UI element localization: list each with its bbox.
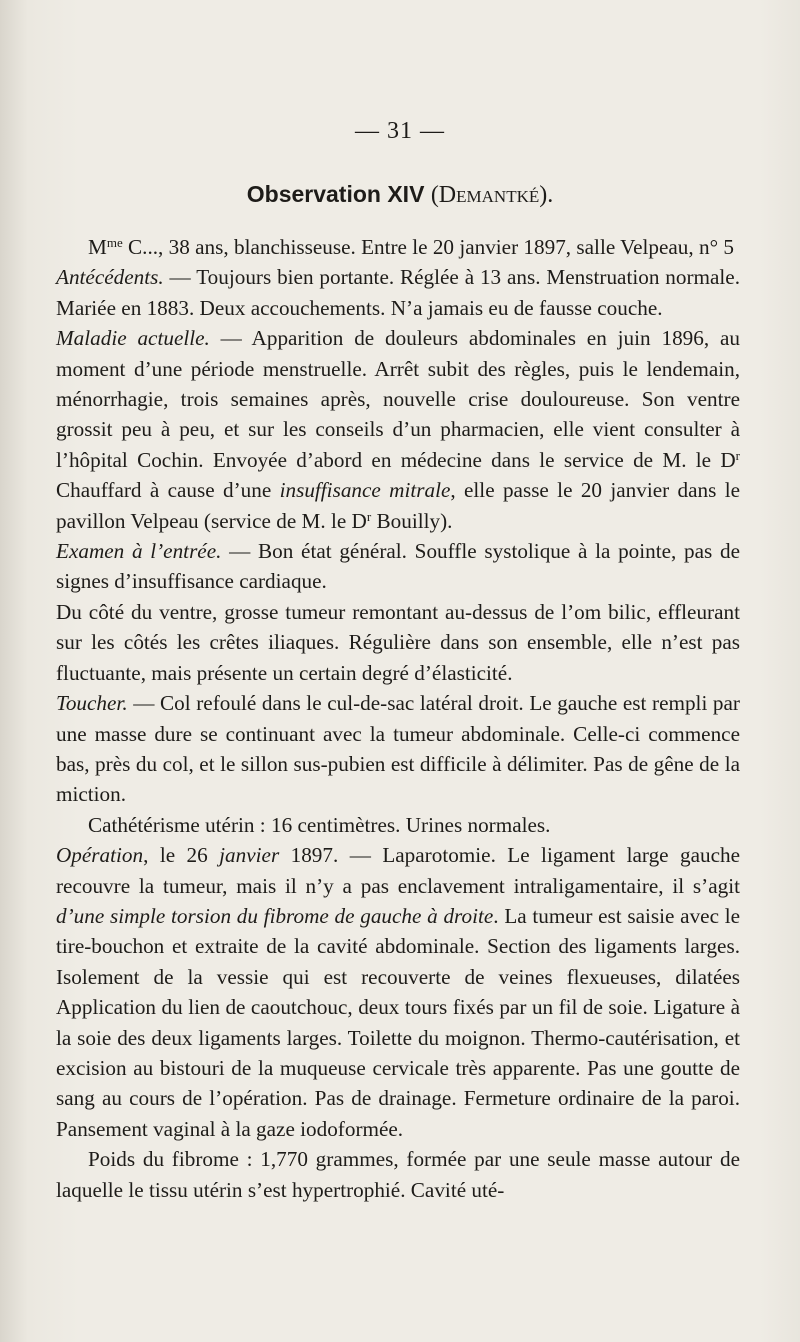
text-run: — Apparition de douleurs abdominales en juin 1896, au moment d’une période menstruelle. Arrêt subit des règles, puis le lendemain, ménorrhagie, trois semaines après, nouvelle crise douloureuse. Son ventre grossit peu à peu, et sur les conseils d’un pharmacien, elle vient consulter à l’hôpital Cochin. Envoyée d’abord en médecine dans le service de M. le D (56, 326, 740, 472)
text-run: — Toujours bien portante. Réglée à 13 ans. Menstruation normale. Mariée en 1883. Deux accouchements. N’a jamais eu de fausse couche. (56, 265, 740, 320)
paragraph-maladie-actuelle (56, 323, 740, 536)
italic-text: Antécédents. (56, 265, 164, 290)
superscript: r (366, 508, 372, 524)
observation-title (0, 181, 800, 209)
paragraph-examen (56, 536, 740, 597)
paragraph-ventre (56, 597, 740, 688)
text-run: Cathétérisme utérin : 16 centimètres. Urines normales. (88, 812, 551, 837)
italic-text: Maladie actuelle. (56, 326, 210, 351)
text-run: 1897. — Laparotomie. Le ligament large gauche recouvre la tumeur, mais il n’y a pas enclavement intraligamentaire, il s’agit (56, 843, 740, 898)
text-run: Poids du fibrome : 1,770 grammes, formée par une seule masse autour de laquelle le tissu utérin s’est hypertrophié. Cavité uté- (56, 1147, 740, 1202)
text-run: — Col refoulé dans le cul-de-sac latéral droit. Le gauche est rempli par une masse dure se continuant avec la tumeur abdominale. Celle-ci commence bas, près du col, et le sillon sus-pubien est difficile à délimiter. Pas de gêne de la miction. (56, 691, 740, 807)
italic-text: insuffisance mitrale (279, 478, 451, 503)
paragraph-poids (56, 1144, 740, 1205)
italic-text: Opération (56, 843, 144, 868)
text-run: , le 26 (143, 843, 220, 868)
text-run: C..., 38 ans, blanchisseuse. Entre le 20 janvier 1897, salle Velpeau, n° 5 (122, 235, 734, 259)
text-run: Chauffard à cause d’une (56, 478, 280, 503)
body-text (56, 232, 740, 1205)
paragraph-antecedents (56, 262, 740, 323)
text-run: — Bon état général. Souffle systolique à la pointe, pas de signes d’insuffisance cardiaque. (56, 539, 740, 594)
paragraph-operation (56, 840, 740, 1144)
italic-text: janvier (219, 843, 280, 868)
text-run: . La tumeur est saisie avec le tire-bouchon et extraite de la cavité abdominale. Section des ligaments larges. Isolement de la vessie qui est recouverte de veines flexueuses, dilatées Application du lien de caoutchouc, deux tours fixés par un fil de soie. Ligature à la soie des deux ligaments larges. Toilette du moignon. Thermo-cautérisation, et excision au bistouri de la muqueuse cervicale très apparente. Pas une goutte de sang au cours de l’opération. Pas de drainage. Fermeture ordinaire de la paroi. Pansement vaginal à la gaze iodoformée. (56, 903, 740, 1141)
text-run: Bouilly). (371, 508, 453, 533)
text-run: , elle passe le 20 janvier dans le pavillon Velpeau (service de M. le D (56, 478, 740, 533)
superscript: me (106, 235, 123, 250)
italic-text: Toucher. (56, 691, 128, 716)
paragraph-catheterisme (56, 810, 740, 840)
paragraph-intro (56, 232, 740, 262)
superscript: r (735, 447, 740, 463)
page-number: — 31 — (355, 118, 445, 144)
text-run: Du côté du ventre, grosse tumeur remontant au-dessus de l’om bilic, effleurant sur les côtés les crêtes iliaques. Régulière dans son ensemble, elle n’est pas fluctuante, mais présente un certain degré d’élasticité. (56, 599, 740, 685)
observation-heading: Observation XIV (246, 181, 425, 207)
observation-author: (Demantké). (430, 182, 554, 208)
text-run: M (88, 235, 107, 259)
italic-text: d’une simple torsion du fibrome de gauche à droite (56, 903, 494, 928)
paragraph-toucher (56, 688, 740, 810)
italic-text: Examen à l’entrée. (56, 539, 222, 564)
